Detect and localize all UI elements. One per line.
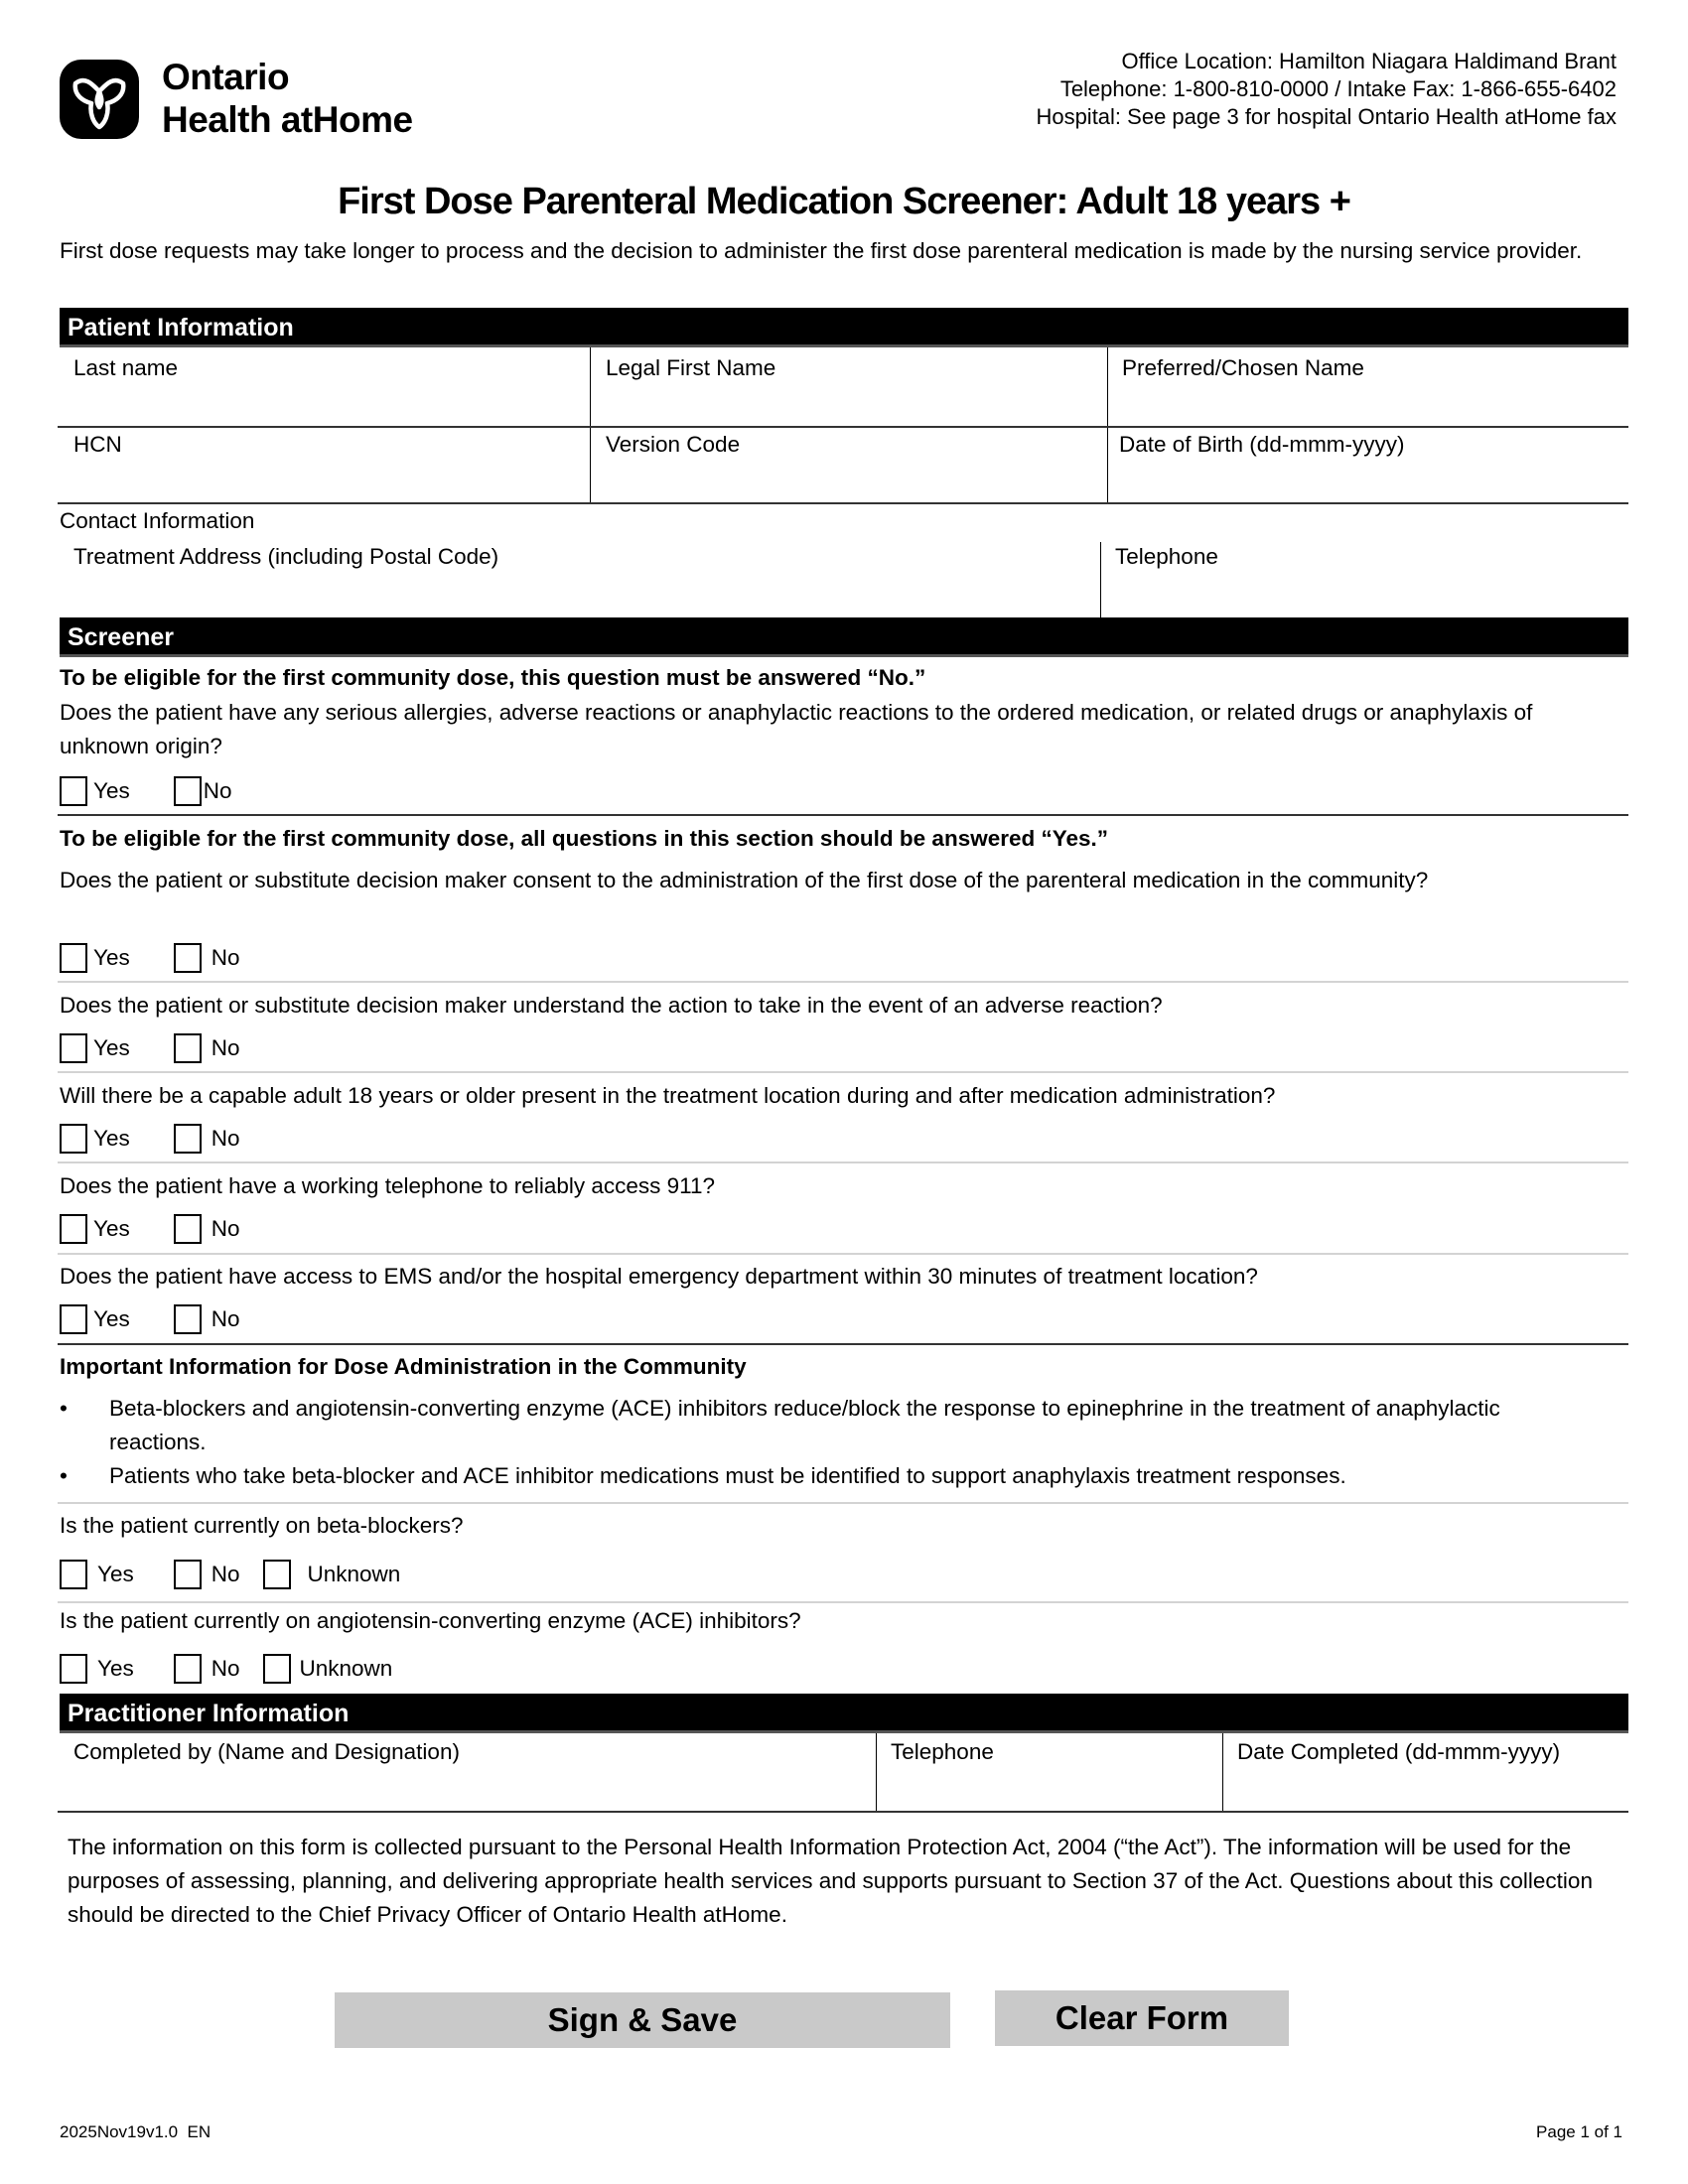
bullet-icon: • — [60, 1396, 68, 1421]
version-code-field[interactable] — [591, 428, 1107, 502]
checkbox[interactable] — [174, 1560, 202, 1589]
checkbox[interactable] — [174, 943, 202, 973]
divider — [58, 1601, 1628, 1603]
bullet-icon: • — [60, 1463, 68, 1488]
question-3: Does the patient or substitute decision maker understand the action to take in the event of an adverse reaction? — [60, 993, 1163, 1018]
important-info-list — [60, 1392, 1589, 1493]
legal-first-name-label: Legal First Name — [606, 355, 776, 380]
question-1: Does the patient have any serious allergies, adverse reactions or anaphylactic reactions to the ordered medication, or related drugs or anaphylaxis of unknown origin? — [60, 700, 1533, 758]
option-label: Yes — [97, 1656, 134, 1681]
hospital-note: Hospital: See page 3 for hospital Ontario Health atHome fax — [1036, 104, 1617, 129]
date-completed-field[interactable] — [1223, 1733, 1628, 1811]
patient-info-heading: Patient Information — [60, 308, 1628, 347]
question-2-options — [60, 941, 239, 975]
last-name-label: Last name — [73, 355, 179, 380]
treatment-address-field[interactable] — [58, 542, 1100, 615]
section2-instruction: To be eligible for the first community dose, all questions in this section should be answered “Yes.” — [60, 826, 1109, 851]
q8-no-option[interactable] — [174, 1654, 240, 1684]
divider — [58, 1502, 1628, 1504]
patient-telephone-field[interactable] — [1101, 542, 1628, 615]
divider — [58, 981, 1628, 983]
trillium-icon — [60, 60, 139, 139]
q7-no-option[interactable] — [174, 1560, 240, 1589]
office-telephone-fax: Telephone: 1-800-810-0000 / Intake Fax: 1-866-655-6402 — [1059, 76, 1617, 101]
sign-save-button[interactable]: Sign & Save — [335, 1992, 950, 2048]
divider — [58, 502, 1628, 504]
option-label: Yes — [97, 1562, 134, 1586]
important-info-heading: Important Information for Dose Administration in the Community — [60, 1354, 747, 1379]
form-version: 2025Nov19v1.0 EN — [60, 2122, 211, 2141]
checkbox[interactable] — [174, 1033, 202, 1063]
question-4-options — [60, 1122, 239, 1156]
logo-wordmark — [162, 56, 413, 141]
option-label: Yes — [93, 778, 130, 803]
divider — [58, 1161, 1628, 1163]
checkbox[interactable] — [60, 1033, 87, 1063]
legal-first-name-field[interactable] — [591, 347, 1107, 425]
option-label: No — [211, 1656, 240, 1681]
question-7-options — [60, 1558, 400, 1591]
question-1-options — [60, 774, 231, 808]
practitioner-telephone-label: Telephone — [891, 1739, 994, 1764]
question-5-options — [60, 1212, 239, 1246]
divider — [58, 1343, 1628, 1345]
checkbox[interactable] — [174, 1124, 202, 1154]
question-2: Does the patient or substitute decision maker consent to the administration of the first dose of the parenteral medication in the community? — [60, 868, 1429, 892]
checkbox[interactable] — [174, 1304, 202, 1334]
q1-yes-option[interactable] — [60, 776, 130, 806]
option-label: No — [211, 1216, 240, 1241]
q5-no-option[interactable] — [174, 1214, 240, 1244]
option-label: No — [211, 1126, 240, 1151]
question-6: Does the patient have access to EMS and/or the hospital emergency department within 30 minutes of treatment location? — [60, 1264, 1258, 1289]
checkbox[interactable] — [60, 1560, 87, 1589]
logo-line-2: Health atHome — [162, 99, 413, 140]
question-3-options — [60, 1031, 239, 1065]
clear-form-button[interactable]: Clear Form — [995, 1990, 1289, 2046]
option-label: Yes — [93, 1126, 130, 1151]
checkbox[interactable] — [263, 1654, 291, 1684]
option-label: Yes — [93, 1306, 130, 1331]
practitioner-telephone-field[interactable] — [877, 1733, 1222, 1811]
contact-info-heading: Contact Information — [60, 508, 255, 533]
logo-line-1: Ontario — [162, 57, 290, 97]
list-item — [60, 1459, 1589, 1493]
section1-instruction: To be eligible for the first community dose, this question must be answered “No.” — [60, 665, 926, 690]
option-label: Unknown — [307, 1562, 401, 1586]
preferred-name-label: Preferred/Chosen Name — [1122, 355, 1364, 380]
q5-yes-option[interactable] — [60, 1214, 130, 1244]
q3-no-option[interactable] — [174, 1033, 240, 1063]
checkbox[interactable] — [60, 1654, 87, 1684]
question-6-options — [60, 1302, 239, 1336]
question-8-options — [60, 1652, 392, 1686]
question-7: Is the patient currently on beta-blockers? — [60, 1513, 464, 1538]
divider — [58, 814, 1628, 816]
option-label: No — [211, 1306, 240, 1331]
q6-no-option[interactable] — [174, 1304, 240, 1334]
bullet-text: Patients who take beta-blocker and ACE inhibitor medications must be identified to support anaphylaxis treatment responses. — [109, 1463, 1346, 1488]
option-label: No — [203, 778, 232, 803]
page-number: Page 1 of 1 — [1536, 2122, 1622, 2141]
option-label: No — [211, 945, 240, 970]
divider — [58, 1811, 1628, 1813]
checkbox[interactable] — [60, 1124, 87, 1154]
divider — [58, 1253, 1628, 1255]
checkbox[interactable] — [263, 1560, 291, 1589]
q1-no-option[interactable] — [174, 776, 232, 806]
intro-text: First dose requests may take longer to process and the decision to administer the first dose parenteral medication is made by the nursing service provider. — [60, 238, 1583, 263]
option-label: Yes — [93, 1216, 130, 1241]
completed-by-field[interactable] — [58, 1733, 876, 1811]
q2-no-option[interactable] — [174, 943, 240, 973]
version-code-label: Version Code — [606, 432, 741, 457]
hcn-label: HCN — [73, 432, 122, 457]
question-5: Does the patient have a working telephone to reliably access 911? — [60, 1173, 716, 1198]
office-contact-block — [1036, 48, 1617, 131]
list-item — [60, 1392, 1589, 1459]
completed-by-label: Completed by (Name and Designation) — [73, 1739, 460, 1764]
preferred-name-field[interactable] — [1108, 347, 1628, 425]
q8-yes-option[interactable] — [60, 1654, 134, 1684]
office-location: Office Location: Hamilton Niagara Haldimand Brant — [1121, 49, 1617, 73]
q8-unknown-option[interactable] — [263, 1654, 392, 1684]
date-completed-label: Date Completed (dd-mmm-yyyy) — [1237, 1739, 1561, 1764]
q7-yes-option[interactable] — [60, 1560, 134, 1589]
hcn-field[interactable] — [58, 428, 590, 502]
checkbox[interactable] — [174, 1654, 202, 1684]
patient-telephone-label: Telephone — [1115, 544, 1218, 569]
bullet-text: Beta-blockers and angiotensin-converting enzyme (ACE) inhibitors reduce/block the response to epinephrine in the treatment of anaphylactic reactions. — [109, 1396, 1500, 1454]
screener-heading: Screener — [60, 617, 1628, 657]
q6-yes-option[interactable] — [60, 1304, 130, 1334]
option-label: No — [211, 1035, 240, 1060]
q4-no-option[interactable] — [174, 1124, 240, 1154]
privacy-notice: The information on this form is collected pursuant to the Personal Health Information Protection Act, 2004 (“the Act”). The information will be used for the purposes of assessing, planning, and delivering appropriate health services and supports pursuant to Section 37 of the Act. Questions about this collection should be directed to the Chief Privacy Officer of Ontario Health atHome. — [68, 1835, 1593, 1927]
q2-yes-option[interactable] — [60, 943, 130, 973]
question-4: Will there be a capable adult 18 years or older present in the treatment location during and after medication administration? — [60, 1083, 1276, 1108]
question-8: Is the patient currently on angiotensin-converting enzyme (ACE) inhibitors? — [60, 1608, 801, 1633]
checkbox[interactable] — [60, 1214, 87, 1244]
checkbox[interactable] — [60, 943, 87, 973]
checkbox[interactable] — [174, 1214, 202, 1244]
option-label: No — [211, 1562, 240, 1586]
date-of-birth-label: Date of Birth (dd-mmm-yyyy) — [1119, 432, 1405, 457]
treatment-address-label: Treatment Address (including Postal Code) — [73, 544, 499, 569]
q3-yes-option[interactable] — [60, 1033, 130, 1063]
checkbox[interactable] — [60, 1304, 87, 1334]
checkbox[interactable] — [174, 776, 202, 806]
option-label: Yes — [93, 945, 130, 970]
q4-yes-option[interactable] — [60, 1124, 130, 1154]
option-label: Yes — [93, 1035, 130, 1060]
q7-unknown-option[interactable] — [263, 1560, 400, 1589]
option-label: Unknown — [299, 1656, 393, 1681]
date-of-birth-field[interactable] — [1108, 428, 1628, 502]
divider — [58, 1071, 1628, 1073]
last-name-field[interactable] — [58, 347, 590, 425]
checkbox[interactable] — [60, 776, 87, 806]
practitioner-info-heading: Practitioner Information — [60, 1694, 1628, 1733]
page-title: First Dose Parenteral Medication Screener: Adult 18 years + — [338, 181, 1350, 222]
